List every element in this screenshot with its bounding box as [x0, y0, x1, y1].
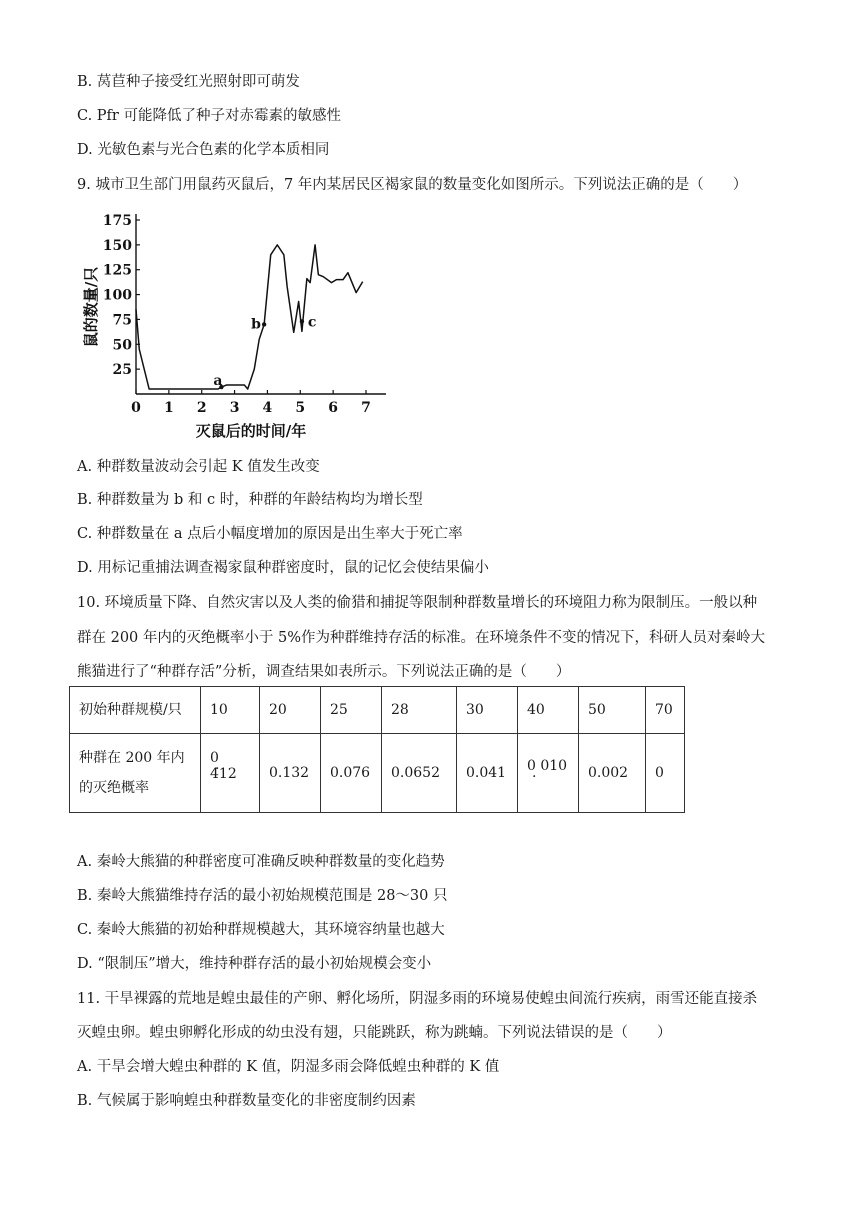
q10-stem-line2: 群在 200 年内的灭绝概率小于 5%作为种群维持存活的标准。在环境条件不变的情况下，科研人员对秦岭大 — [77, 630, 766, 646]
annotation-label: c — [307, 314, 317, 331]
q9-option-a: A. 种群数量波动会引起 K 值发生改变 — [77, 459, 320, 475]
table-cell: 0.041 — [457, 734, 518, 813]
x-tick-label: 0 — [131, 400, 141, 416]
annotation-point — [262, 322, 266, 326]
annotation-label: a — [213, 373, 223, 390]
table-row — [70, 734, 685, 813]
q11-stem-line1: 11. 干旱裸露的荒地是蝗虫最佳的产卵、孵化场所，阴湿多雨的环境易使蝗虫间流行疾病，雨雪还能直接杀 — [77, 991, 758, 1007]
table-cell: 40 — [518, 687, 579, 734]
table-cell: 0.002 — [579, 734, 646, 813]
x-tick-label: 6 — [328, 400, 339, 416]
y-tick-label: 150 — [102, 237, 132, 254]
q10-option-a: A. 秦岭大熊猫的种群密度可准确反映种群数量的变化趋势 — [77, 854, 445, 870]
survival-table — [69, 686, 685, 813]
table-header-extinction-prob: 种群在 200 年内的灭绝概率 — [70, 734, 201, 813]
annotation-point — [300, 319, 304, 323]
y-tick-label: 25 — [112, 362, 132, 379]
table-cell: 70 — [646, 687, 685, 734]
table-cell — [518, 734, 579, 813]
table-cell: 30 — [457, 687, 518, 734]
q8-option-d: D. 光敏色素与光合色素的化学本质相同 — [77, 142, 330, 158]
table-cell: 0 — [646, 734, 685, 813]
x-tick-label: 2 — [196, 400, 207, 416]
q8-option-b: B. 莴苣种子接受红光照射即可萌发 — [77, 74, 300, 90]
table-cell — [201, 734, 260, 813]
q9-option-c: C. 种群数量在 a 点后小幅度增加的原因是出生率大于死亡率 — [77, 526, 463, 542]
q8-option-c: C. Pfr 可能降低了种子对赤霉素的敏感性 — [77, 108, 341, 124]
q10-option-c: C. 秦岭大熊猫的初始种群规模越大，其环境容纳量也越大 — [77, 922, 445, 938]
y-tick-label: 175 — [102, 213, 132, 229]
q11-option-b: B. 气候属于影响蝗虫种群数量变化的非密度制约因素 — [77, 1093, 416, 1109]
x-tick-label: 5 — [295, 400, 306, 416]
table-cell: 0.132 — [260, 734, 321, 813]
y-axis-label: 鼠的数量/只 — [82, 266, 100, 348]
x-axis-label: 灭鼠后的时间/年 — [195, 422, 307, 440]
q9-option-b: B. 种群数量为 b 和 c 时，种群的年龄结构均为增长型 — [77, 492, 423, 508]
table-cell: 10 — [201, 687, 260, 734]
y-tick-label: 125 — [102, 262, 132, 279]
table-cell-value: 0 412 · — [210, 750, 250, 782]
table-cell: 28 — [382, 687, 457, 734]
series-line — [136, 245, 363, 389]
table-cell: 0.0652 — [382, 734, 457, 813]
y-tick-label: 75 — [112, 312, 132, 329]
table-header-initial-size: 初始种群规模/只 — [70, 687, 201, 734]
table-cell: 25 — [321, 687, 382, 734]
table-cell: 20 — [260, 687, 321, 734]
q10-option-b: B. 秦岭大熊猫维持存活的最小初始规模范围是 28～30 只 — [77, 888, 448, 904]
y-tick-label: 50 — [112, 337, 132, 354]
annotation-label: b — [251, 316, 261, 333]
table-cell: 0.076 — [321, 734, 382, 813]
mouse-population-chart — [78, 206, 398, 450]
q9-stem: 9. 城市卫生部门用鼠药灭鼠后，7 年内某居民区褐家鼠的数量变化如图所示。下列说法正确的是（ ） — [77, 177, 748, 193]
q11-option-a: A. 干旱会增大蝗虫种群的 K 值，阴湿多雨会降低蝗虫种群的 K 值 — [77, 1059, 500, 1075]
x-tick-label: 4 — [262, 400, 273, 416]
table-row — [70, 687, 685, 734]
q10-stem-line3: 熊猫进行了“种群存活”分析，调查结果如表所示。下列说法正确的是（ ） — [77, 664, 571, 680]
x-tick-label: 1 — [163, 400, 174, 416]
mouse-population-chart-svg — [78, 206, 398, 450]
q9-option-d: D. 用标记重捕法调查褐家鼠种群密度时，鼠的记忆会使结果偏小 — [77, 560, 489, 576]
q10-stem-line1: 10. 环境质量下降、自然灾害以及人类的偷猎和捕捉等限制种群数量增长的环境阻力称为限制压。一般以种 — [77, 595, 758, 611]
x-tick-label: 7 — [361, 400, 371, 416]
table-cell-value: 0 010 · — [527, 758, 567, 774]
y-tick-label: 100 — [102, 287, 132, 304]
q10-option-d: D. “限制压”增大，维持种群存活的最小初始规模会变小 — [77, 956, 432, 972]
q11-stem-line2: 灭蝗虫卵。蝗虫卵孵化形成的幼虫没有翅，只能跳跃，称为跳蝻。下列说法错误的是（ ） — [77, 1025, 672, 1041]
x-tick-label: 3 — [229, 400, 240, 416]
table-cell: 50 — [579, 687, 646, 734]
